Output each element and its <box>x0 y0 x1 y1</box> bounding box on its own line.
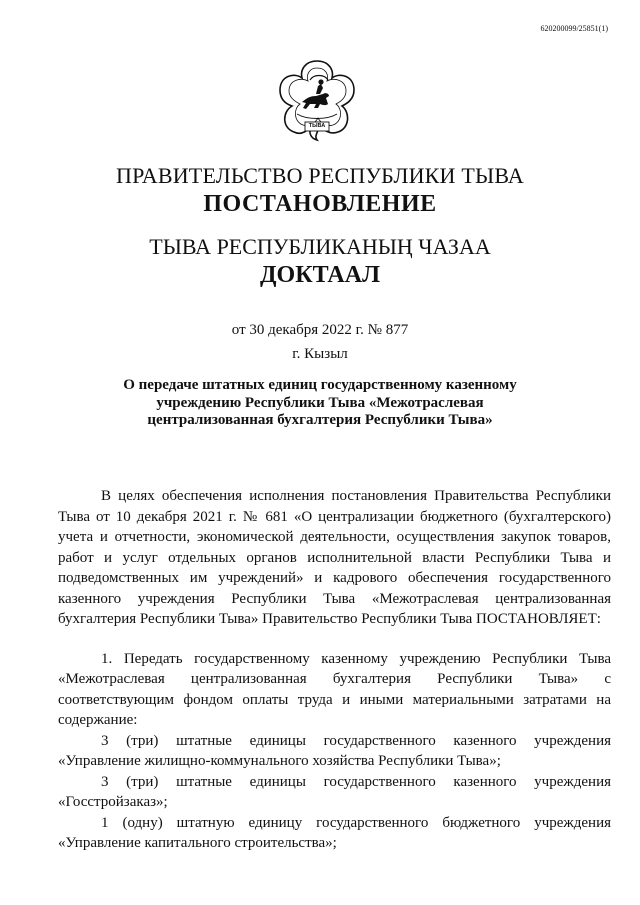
government-title-tyva: ТЫВА РЕСПУБЛИКАНЫҢ ЧАЗАА <box>149 234 491 259</box>
clause-item: 3 (три) штатные единицы государственного казенного учреждения «Госстройзаказ»; <box>58 773 611 810</box>
tyva-coat-of-arms-icon <box>274 58 360 144</box>
emblem-ribbon-text: ТЫВА <box>308 123 326 129</box>
decree-body <box>58 486 611 854</box>
clause-item: 3 (три) штатные единицы государственного казенного учреждения «Управление жилищно-коммунального хозяйства Республики Тыва»; <box>58 732 611 769</box>
clause-item: 1 (одну) штатную единицу государственного бюджетного учреждения «Управление капитального строительства»; <box>58 814 611 851</box>
decree-subject: О передаче штатных единиц государственному казенному учреждению Республики Тыва «Межотраслевая централизованная бухгалтерия Республики Тыва» <box>123 377 517 428</box>
document-number: 620200099/25851(1) <box>540 24 608 33</box>
government-title-ru: ПРАВИТЕЛЬСТВО РЕСПУБЛИКИ ТЫВА <box>116 163 524 188</box>
decree-date-number: от 30 декабря 2022 г. № 877 <box>231 322 409 338</box>
decree-title-tyva: ДОКТААЛ <box>260 262 380 288</box>
preamble-paragraph: В целях обеспечения исполнения постановления Правительства Республики Тыва от 10 декабря 2021 г. № 681 «О централизации бюджетного (бухгалтерского) учета и отчетности, экономической деятельности, осуществления закупок товаров, работ и услуг отдельных органов исполнительной власти Республики Тыва и подведомственных им учреждений» и кадрового обеспечения государственного казенного учреждения Республики Тыва «Межотраслевая централизованная бухгалтерия Республики Тыва» Правительство Республики Тыва ПОСТАНОВЛЯЕТ: <box>58 488 611 627</box>
decree-city: г. Кызыл <box>292 346 348 362</box>
clause-paragraph: 1. Передать государственному казенному учреждению Республики Тыва «Межотраслевая централизованная бухгалтерия Республики Тыва» с соответствующим фондом оплаты труда и иными материальными затратами на содержание: <box>58 650 611 728</box>
decree-title-ru: ПОСТАНОВЛЕНИЕ <box>203 191 437 217</box>
